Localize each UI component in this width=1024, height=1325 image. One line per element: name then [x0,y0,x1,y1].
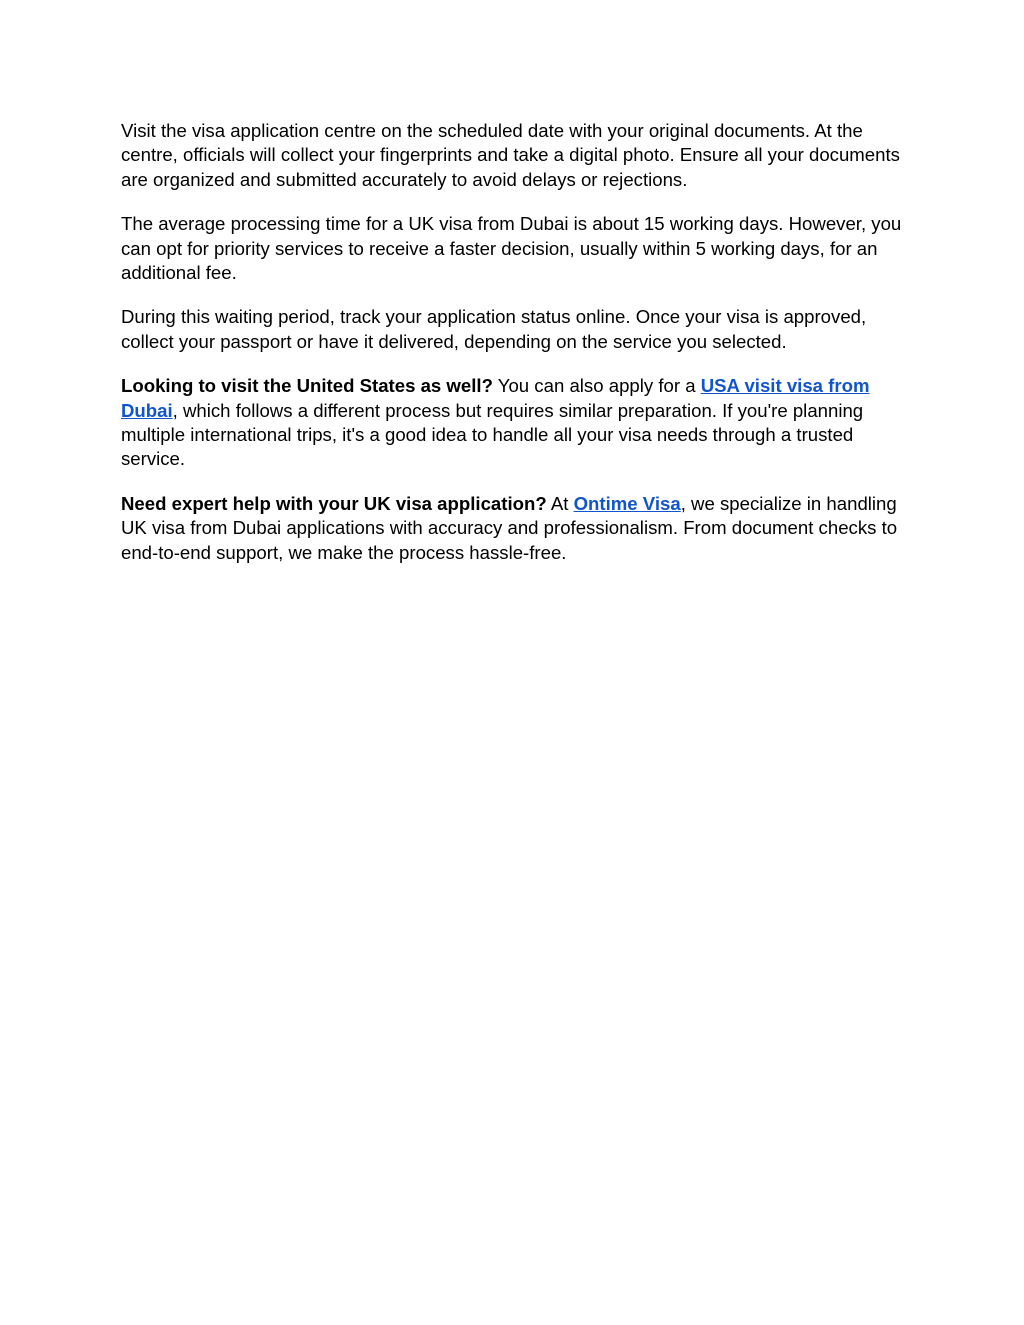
usa-visit-visa-link[interactable]: USA visit visa from Dubai [121,375,870,421]
expert-help-lead: Need expert help with your UK visa application? [121,492,547,514]
usa-visa-text-before-link: You can also apply for a [492,375,701,397]
paragraph-waiting-period: During this waiting period, track your application status online. Once your visa is approved, collect your passport or have it delivered, depending on the service you selected. [121,306,867,352]
document-body [121,119,906,585]
usa-visa-text-after-link: , which follows a different process but requires similar preparation. If you're planning multiple international trips, it's a good idea to handle all your visa needs through a trusted service. [121,399,864,470]
expert-help-text-after-link: , we specialize in handling UK visa from Dubai applications with accuracy and professionalism. From document checks to end-to-end support, we make the process hassle-free. [121,492,898,563]
usa-visa-lead: Looking to visit the United States as well? [121,375,493,397]
ontime-visa-link[interactable]: Ontime Visa [573,492,681,514]
paragraph-expert-help [121,492,906,565]
paragraph-usa-visa [121,374,906,472]
expert-help-text-before-link: At [546,492,574,514]
paragraph-visit-centre: Visit the visa application centre on the scheduled date with your original documents. At the centre, officials will collect your fingerprints and take a digital photo. Ensure all your documents are organized and submitted accurately to avoid delays or rejections. [121,120,900,190]
paragraph-processing-time: The average processing time for a UK visa from Dubai is about 15 working days. However, you can opt for priority services to receive a faster decision, usually within 5 working days, for an additional fee. [121,213,902,284]
